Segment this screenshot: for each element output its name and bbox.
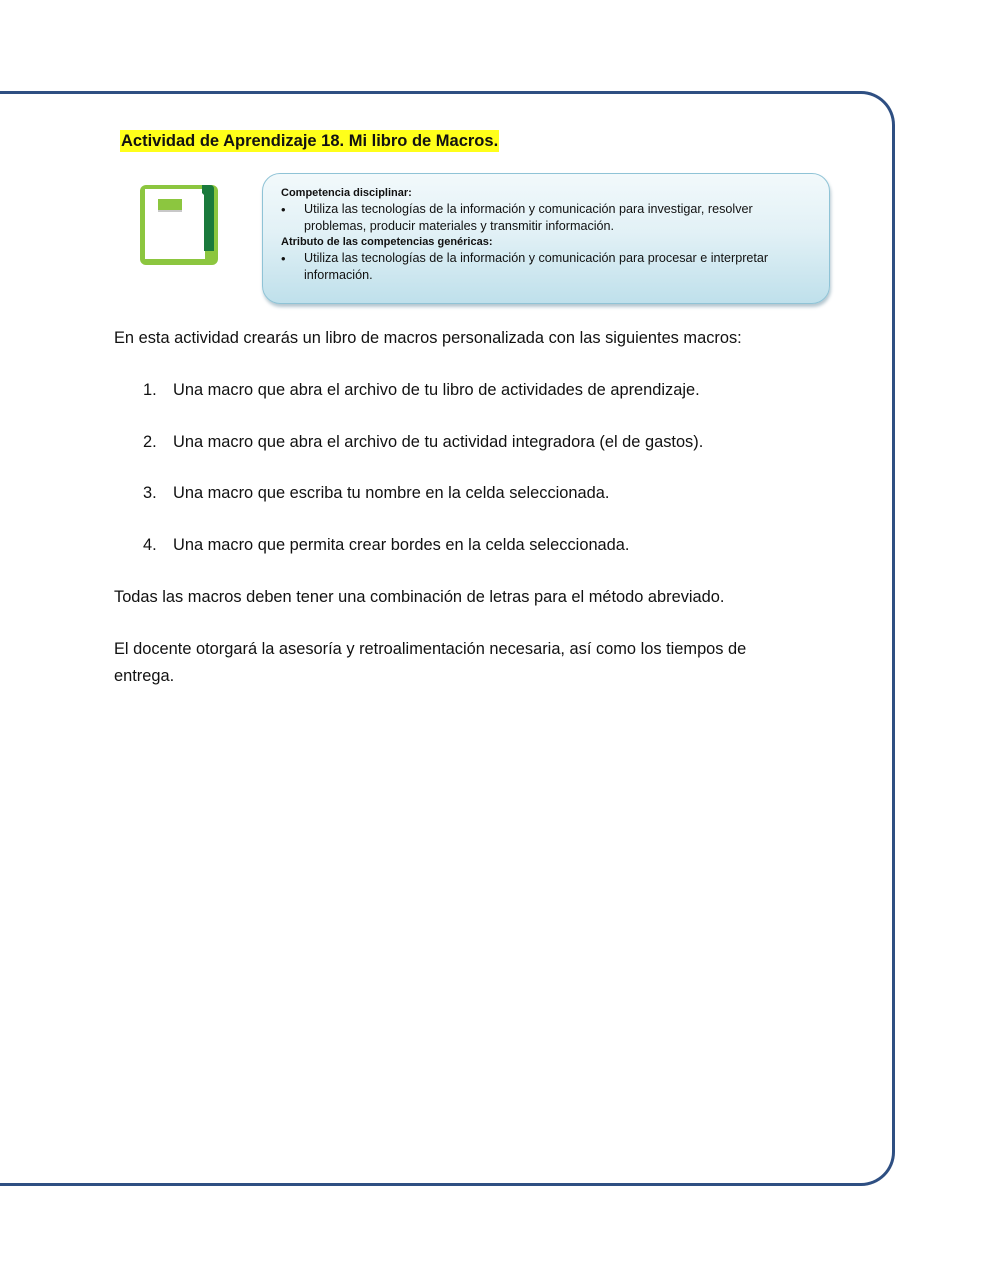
disciplinary-competence-heading: Competencia disciplinar: [281, 187, 412, 199]
intro-paragraph: En esta actividad crearás un libro de macros personalizada con las siguientes macros: [114, 329, 742, 347]
closing-paragraph: El docente otorgará la asesoría y retroalimentación necesaria, así como los tiempos de entrega. [114, 640, 747, 685]
list-item: • Utiliza las tecnologías de la información y comunicación para investigar, resolver problemas, producir materiales y transmitir información. [281, 201, 811, 235]
list-item [143, 377, 703, 429]
item-text: Una macro que escriba tu nombre en la celda seleccionada. [173, 484, 610, 503]
shortcut-note: Todas las macros deben tener una combinación de letras para el método abreviado. [114, 588, 725, 606]
item-number: 4. [143, 536, 157, 555]
list-item: • Utiliza las tecnologías de la información y comunicación para procesar e interpretar información. [281, 250, 811, 284]
list-item [143, 532, 703, 584]
disciplinary-competence-list [281, 201, 811, 235]
generic-attribute-heading: Atributo de las competencias genéricas: [281, 236, 493, 248]
item-number: 1. [143, 381, 157, 399]
generic-attribute-list [281, 250, 811, 284]
notebook-icon [138, 183, 220, 267]
competencies-box [262, 173, 830, 304]
list-item [143, 429, 703, 481]
list-item [143, 480, 703, 532]
item-text: Una macro que abra el archivo de tu actividad integradora (el de gastos). [173, 432, 704, 451]
item-number: 2. [143, 432, 157, 451]
item-number: 3. [143, 484, 157, 503]
item-text: Una macro que permita crear bordes en la celda seleccionada. [173, 536, 630, 555]
activity-title: Actividad de Aprendizaje 18. Mi libro de Macros. [121, 132, 499, 150]
item-text: Una macro que abra el archivo de tu libro de actividades de aprendizaje. [173, 381, 700, 399]
macro-list [143, 377, 703, 584]
